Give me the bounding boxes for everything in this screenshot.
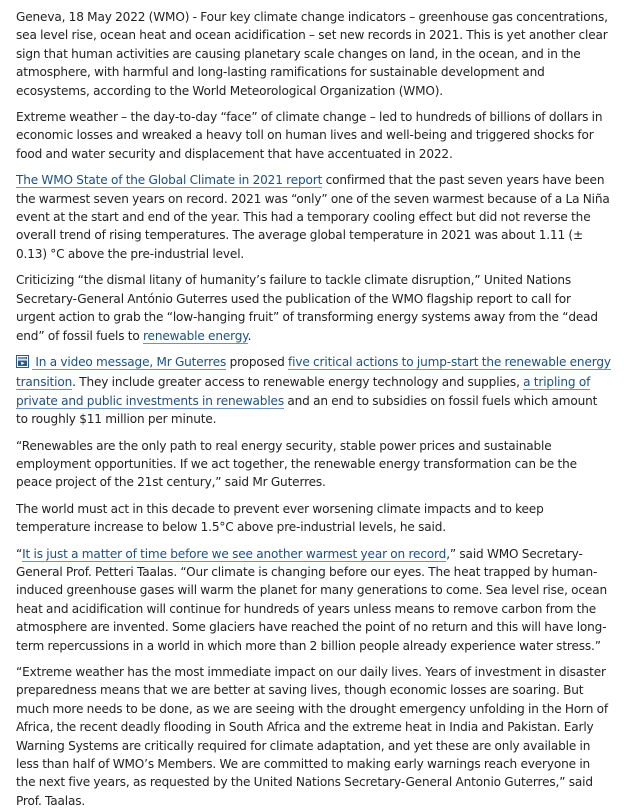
article-link[interactable]: It is just a matter of time before we see another warmest year on record [22,546,447,561]
article-link[interactable]: The WMO State of the Global Climate in 2021 report [16,173,323,188]
article-link[interactable]: renewable energy [142,328,248,343]
article-text: proposed [226,354,289,369]
article-paragraph [16,271,612,345]
article-text: “Extreme weather has the most immediate impact on our daily lives. Years of investment in disaster preparedness means that we are better at saving lives, though economic losses are soaring. But much more needs to be done, as we are seeing with the drought emergency unfolding in the Horn of Africa, the recent deadly flooding in South Africa and the extreme heat in India and Pakistan. Early Warning Systems are critically required for climate adaptation, and yet these are only available in less than half of WMO’s Members. We are committed to making early warnings reach everyone in the next five years, as requested by the United Nations Secretary-General Antonio Guterres,” said Prof. Taalas. [16,665,608,808]
article-paragraph [16,108,612,163]
article-paragraph [16,353,612,429]
article-text: “Renewables are the only path to real energy security, stable power prices and sustainable employment opportunities. If we act together, the renewable energy transformation can be the peace project of the 21st century,” said Mr Guterres. [16,438,577,490]
article-text: confirmed that the past seven years have been the warmest seven years on record. 2021 was “only” one of the seven warmest because of a La Niña event at the start and end of the year. This had a temporary cooling effect but did not reverse the overall trend of rising temperatures. The average global temperature in 2021 was about 1.11 (± 0.13) °C above the pre-industrial level. [16,173,610,261]
article-paragraph [16,500,612,537]
article-text: and an end to subsidies on fossil fuels which amount to roughly $11 million per minute. [16,393,598,427]
article-link[interactable]: In a video message, Mr Guterres [32,354,227,369]
article-text: . They include greater access to renewable energy technology and supplies, [72,375,524,390]
video-icon[interactable] [16,355,29,373]
article-paragraph [16,8,612,100]
article-text: Geneva, 18 May 2022 (WMO) - Four key climate change indicators – greenhouse gas concentrations, sea level rise, ocean heat and ocean acidification – set new records in 2021. This is yet another clear sign that human activities are causing planetary scale changes on land, in the ocean, and in the atmosphere, with harmful and long-lasting ramifications for sustainable development and ecosystems, according to the World Meteorological Organization (WMO). [16,10,608,98]
article-text: ,” said WMO Secretary-General Prof. Petteri Taalas. “Our climate is changing before our eyes. The heat trapped by human-induced greenhouse gases will warm the planet for many generations to come. Sea level rise, ocean heat and acidification will continue for hundreds of years unless means to remove carbon from the atmosphere are invented. Some glaciers have reached the point of no return and this will have long-term repercussions in a world in which more than 2 billion people already experience water stress.” [16,546,607,653]
article-text: “ [16,546,23,561]
article-link[interactable]: five critical actions to jump-start the renewable energy transition [16,354,611,390]
article-paragraph [16,663,612,810]
article-paragraph [16,545,612,655]
article-text: Extreme weather – the day-to-day “face” of climate change – led to hundreds of billions of dollars in economic losses and wreaked a heavy toll on human lives and well-being and triggered shocks for food and water security and displacement that have accentuated in 2022. [16,110,603,161]
article-paragraph [16,437,612,492]
article-paragraph [16,171,612,263]
article-text: The world must act in this decade to prevent ever worsening climate impacts and to keep temperature increase to below 1.5°C above pre-industrial levels, he said. [16,501,544,535]
article-link[interactable]: a tripling of private and public investments in renewables [16,375,591,408]
article-text: . [247,328,252,343]
article-text: Criticizing “the dismal litany of humanity’s failure to tackle climate disruption,” United Nations Secretary-General António Guterres used the publication of the WMO flagship report to call for urgent action to grab the “low-hanging fruit” of transforming energy systems away from the “dead end” of fossil fuels to [16,273,598,343]
